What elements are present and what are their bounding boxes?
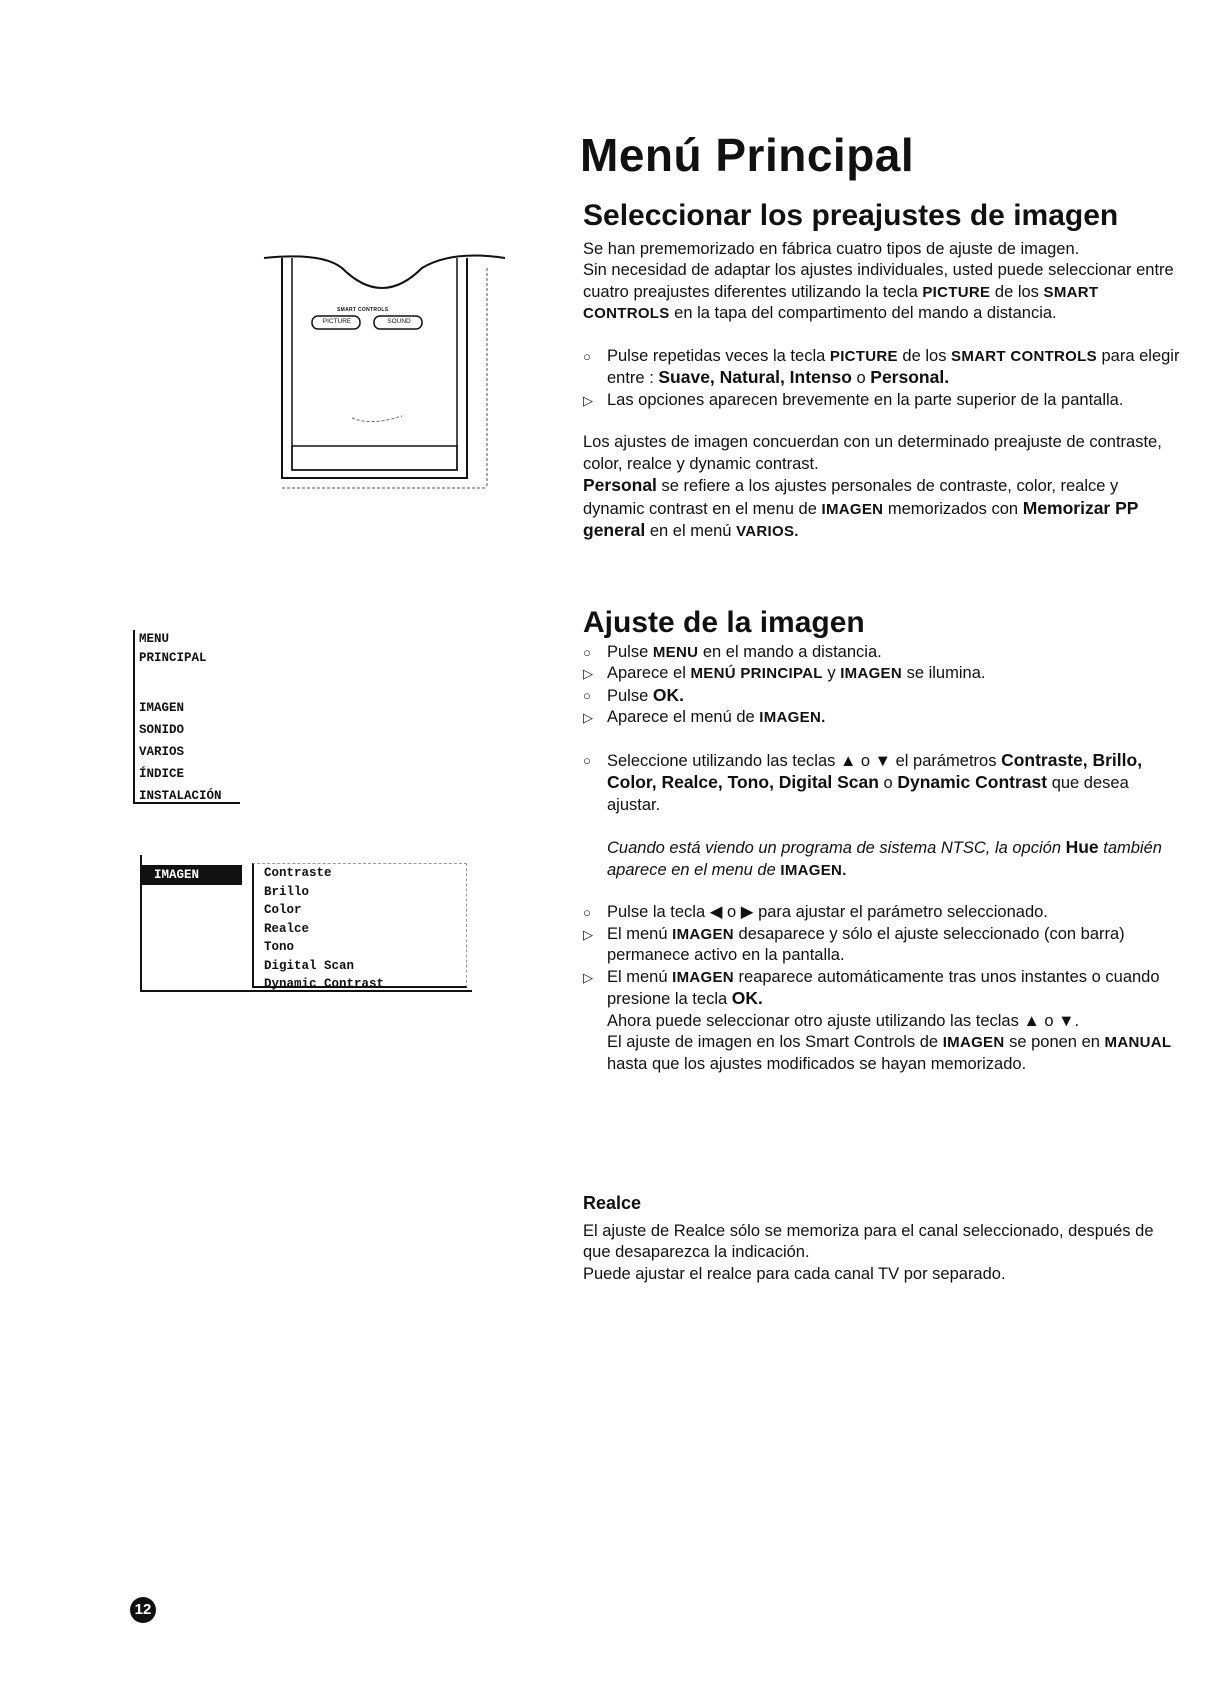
list-item: ○ Seleccione utilizando las teclas ▲ o ▼ el parámetros Contraste, Brillo, Color, Realce, Tono, Digital Scan o Dynamic Contrast que desea ajustar. bbox=[583, 750, 1193, 817]
ntsc-note: Cuando está viendo un programa de sistema NTSC, la opción Hue también aparece en el menu de IMAGEN. bbox=[607, 837, 1162, 879]
page-number: 12 bbox=[130, 1597, 156, 1623]
menu-item-varios: VARIOS bbox=[139, 745, 185, 759]
menu-item: Tono bbox=[264, 940, 295, 954]
section-preajustes bbox=[583, 199, 1193, 543]
circle-bullet-icon: ○ bbox=[583, 687, 591, 703]
menu-item: Realce bbox=[264, 921, 310, 936]
menu-item: Brillo bbox=[264, 884, 310, 899]
realce-line: El ajuste de Realce sólo se memoriza para el canal seleccionado, después de bbox=[583, 1221, 1154, 1240]
list-item: ○ Pulse la tecla ◀ o ▶ para ajustar el parámetro seleccionado. bbox=[583, 902, 1193, 924]
realce-line: Puede ajustar el realce para cada canal TV por separado. bbox=[583, 1264, 1006, 1283]
sound-button: SOUND bbox=[387, 318, 411, 325]
list-item: ▷ Aparece el menú de IMAGEN. bbox=[583, 707, 1193, 729]
list-item: ○ Pulse OK. bbox=[583, 685, 1193, 708]
circle-bullet-icon: ○ bbox=[583, 348, 591, 364]
menu-highlight-imagen: IMAGEN bbox=[142, 865, 242, 885]
page-title: Menú Principal bbox=[580, 129, 915, 181]
realce-heading: Realce bbox=[583, 1193, 642, 1213]
preset-description: Los ajustes de imagen concuerdan con un determinado preajuste de contraste, color, realce y dynamic contrast. Personal se refiere a los ajustes personales de contraste, color, realce y dynamic contrast en el menu de IMAGEN memorizados con Memorizar PP general en el menú VARIOS. bbox=[583, 433, 1162, 540]
circle-bullet-icon: ○ bbox=[583, 752, 591, 768]
menu-item: Dynamic Contrast bbox=[264, 977, 385, 991]
remote-control-icon bbox=[262, 248, 507, 498]
arrow-bullet-icon: ▷ bbox=[583, 666, 593, 681]
remote-control-illustration bbox=[262, 248, 507, 498]
section-realce bbox=[583, 1193, 1193, 1285]
menu-imagen-items bbox=[252, 863, 467, 991]
menu-item: Color bbox=[264, 903, 302, 917]
arrow-bullet-icon: ▷ bbox=[583, 926, 593, 942]
menu-item-imagen: IMAGEN bbox=[139, 701, 185, 715]
list-item: ○ Pulse MENU en el mando a distancia. bbox=[583, 642, 1193, 664]
menu-imagen-screen bbox=[140, 855, 472, 992]
section-heading-preajustes: Seleccionar los preajustes de imagen bbox=[583, 199, 1119, 232]
section-ajuste-imagen bbox=[583, 606, 1193, 1075]
circle-bullet-icon: ○ bbox=[583, 905, 591, 920]
picture-button: PICTURE bbox=[322, 318, 352, 325]
menu-principal-screen bbox=[133, 630, 240, 804]
list-item: ▷ Aparece el MENÚ PRINCIPAL y IMAGEN se ilumina. bbox=[583, 663, 1193, 685]
intro-text: Se han prememorizado en fábrica cuatro tipos de ajuste de imagen. Sin necesidad de adaptar los ajustes individuales, usted puede seleccionar entre cuatro preajustes diferentes utilizando la tecla PICTURE de los SMART CONTROLS en la tapa del compartimento del mando a distancia. bbox=[583, 239, 1174, 322]
menu-item-sonido: SONIDO bbox=[139, 723, 185, 737]
list-item: ▷ El menú IMAGEN desaparece y sólo el ajuste seleccionado (con barra) permanece activo en la pantalla. bbox=[583, 924, 1193, 967]
smart-controls-label: SMART CONTROLS bbox=[337, 307, 389, 313]
list-item: ▷ Las opciones aparecen brevemente en la parte superior de la pantalla. bbox=[583, 390, 1193, 412]
realce-line: que desaparezca la indicación. bbox=[583, 1243, 810, 1261]
menu-item-instalacion: INSTALACIÓN bbox=[139, 789, 222, 803]
menu-item: Contraste bbox=[264, 866, 332, 880]
menu-item: Digital Scan bbox=[264, 958, 355, 973]
section-heading-ajuste: Ajuste de la imagen bbox=[583, 606, 865, 639]
list-item: ▷ El menú IMAGEN reaparece automáticamente tras unos instantes o cuando presione la tecla OK. Ahora puede seleccionar otro ajuste utilizando las teclas ▲ o ▼. El ajuste de imagen en los Smart Controls de IMAGEN se ponen en MANUAL hasta que los ajustes modificados se hayan memorizado. bbox=[583, 967, 1193, 1076]
menu-item-indice: ÍNDICE bbox=[139, 767, 185, 781]
menu-title: PRINCIPAL bbox=[139, 650, 207, 665]
arrow-bullet-icon: ▷ bbox=[583, 969, 593, 985]
circle-bullet-icon: ○ bbox=[583, 644, 591, 660]
list-item: ○ Pulse repetidas veces la tecla PICTURE de los SMART CONTROLS para elegir entre : Suave, Natural, Intenso o Personal. bbox=[583, 346, 1193, 390]
arrow-bullet-icon: ▷ bbox=[583, 710, 593, 725]
arrow-bullet-icon: ▷ bbox=[583, 392, 593, 408]
menu-title: MENU bbox=[139, 632, 170, 646]
